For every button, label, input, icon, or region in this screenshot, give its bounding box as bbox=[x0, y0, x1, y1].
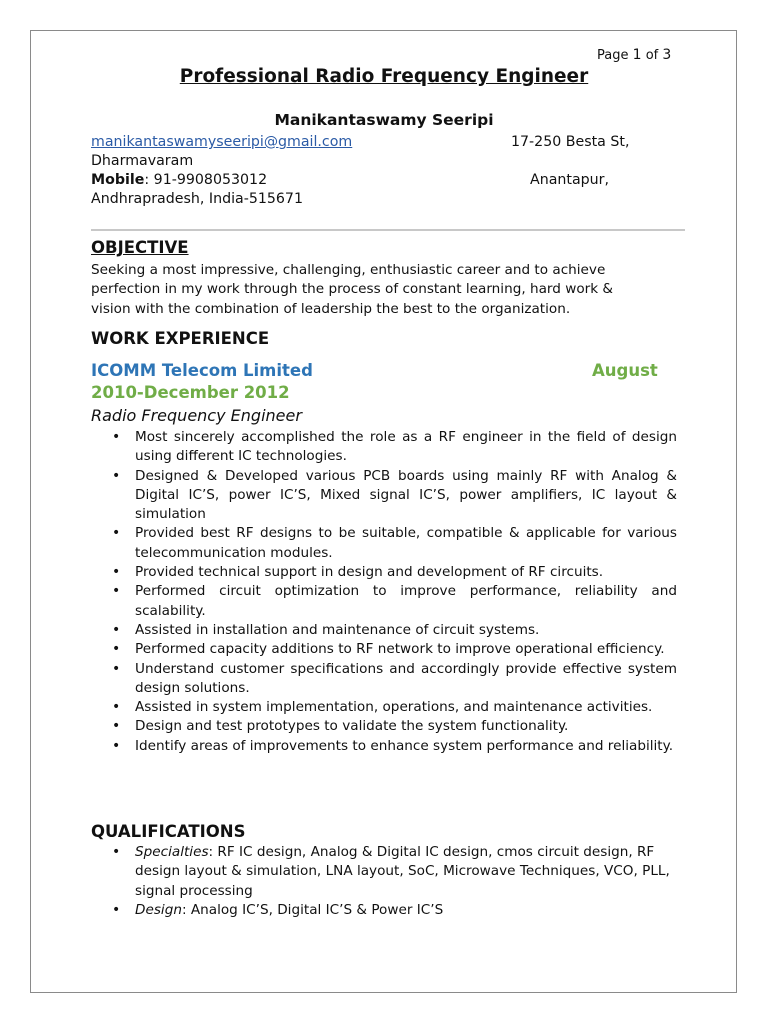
section-divider bbox=[91, 229, 685, 231]
objective-text bbox=[91, 261, 681, 319]
list-item: • Understand customer specifications and accordingly provide effective system design solutions. bbox=[91, 660, 677, 699]
employment-dates-start: August bbox=[592, 361, 658, 380]
candidate-name: Manikantaswamy Seeripi bbox=[274, 111, 494, 129]
list-item: • Performed capacity additions to RF network to improve operational efficiency. bbox=[91, 640, 677, 659]
page-indicator bbox=[597, 47, 671, 63]
list-item: • Assisted in system implementation, operations, and maintenance activities. bbox=[91, 698, 677, 717]
list-item: • Provided technical support in design and development of RF circuits. bbox=[91, 563, 677, 582]
responsibilities-list bbox=[91, 428, 677, 756]
address-line-2: Dharmavaram bbox=[91, 153, 194, 169]
address-line-4: Andhrapradesh, India-515671 bbox=[91, 191, 303, 207]
list-item bbox=[91, 843, 677, 901]
objective-line: Seeking a most impressive, challenging, enthusiastic career and to achieve bbox=[91, 262, 606, 278]
objective-line: vision with the combination of leadership the best to the organization. bbox=[91, 300, 571, 317]
current-page: 1 bbox=[632, 47, 642, 63]
qualifications-list bbox=[91, 843, 677, 920]
list-item: • Most sincerely accomplished the role as a RF engineer in the field of design using different IC technologies. bbox=[91, 428, 677, 467]
email-link[interactable]: manikantaswamyseeripi@gmail.com bbox=[91, 134, 353, 150]
mobile-row bbox=[91, 171, 267, 190]
total-pages: 3 bbox=[662, 47, 672, 63]
work-experience-heading: WORK EXPERIENCE bbox=[91, 329, 270, 348]
list-item bbox=[91, 901, 677, 920]
qualification-text: : Analog IC’S, Digital IC’S & Power IC’S bbox=[181, 901, 444, 918]
document-title: Professional Radio Frequency Engineer bbox=[179, 66, 589, 87]
qualification-label: Design bbox=[135, 901, 182, 918]
address-line-3: Anantapur, bbox=[530, 172, 609, 188]
list-item: • Designed & Developed various PCB boards using mainly RF with Analog & Digital IC’S, power IC’S, Mixed signal IC’S, power amplifiers, IC layout & simulation bbox=[91, 467, 677, 525]
objective-line: perfection in my work through the process of constant learning, hard work & bbox=[91, 281, 614, 298]
contact-row-1 bbox=[91, 133, 352, 152]
qualification-text: : RF IC design, Analog & Digital IC design, cmos circuit design, RF design layout & simulation, LNA layout, SoC, Microwave Techniques, VCO, PLL, signal processing bbox=[135, 844, 670, 899]
list-item: • Design and test prototypes to validate the system functionality. bbox=[91, 717, 677, 736]
address-line-1: 17-250 Besta St, bbox=[511, 134, 630, 150]
mobile-number: : 91-9908053012 bbox=[144, 172, 268, 188]
list-item: • Assisted in installation and maintenance of circuit systems. bbox=[91, 621, 677, 640]
company-name: ICOMM Telecom Limited bbox=[91, 361, 313, 380]
qualifications-heading: QUALIFICATIONS bbox=[91, 822, 246, 841]
employment-dates-end: 2010-December 2012 bbox=[91, 383, 290, 402]
page-label: Page bbox=[597, 48, 629, 63]
page-of-label: of bbox=[645, 48, 659, 63]
mobile-label: Mobile bbox=[91, 172, 145, 188]
list-item: • Performed circuit optimization to improve performance, reliability and scalability. bbox=[91, 582, 677, 621]
list-item: • Identify areas of improvements to enhance system performance and reliability. bbox=[91, 737, 677, 756]
job-role: Radio Frequency Engineer bbox=[91, 406, 302, 425]
list-item: • Provided best RF designs to be suitable, compatible & applicable for various telecommunication modules. bbox=[91, 524, 677, 563]
qualification-label: Specialties bbox=[135, 844, 209, 860]
objective-heading: OBJECTIVE bbox=[91, 238, 189, 257]
